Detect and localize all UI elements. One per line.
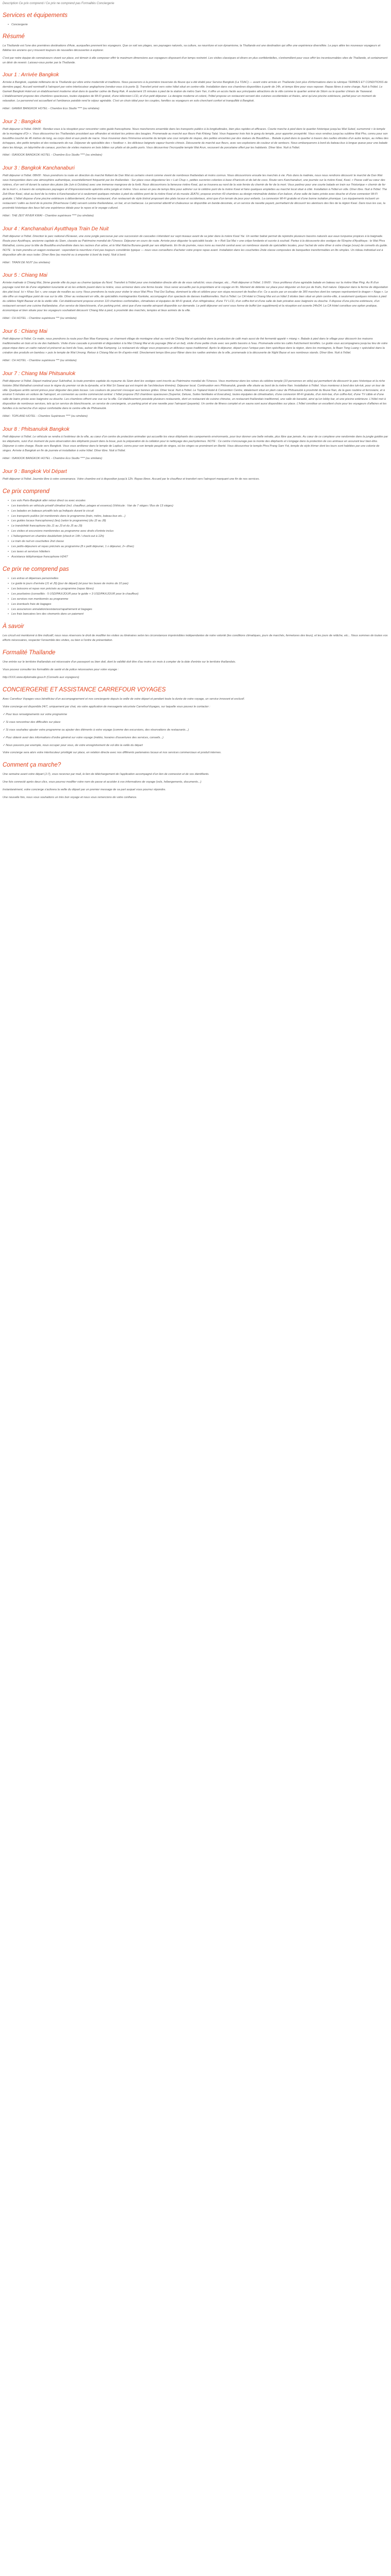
includes-list — [3, 499, 388, 560]
resume-paragraph: C'est par notre équipe de connaisseurs vivant sur place, est témoin à elle composer offrir le maximum dimensions aux voyageurs disposant d'un temps restreint. Les visites classiques et divers en plus confidentielles, s'entremêlent pour vous offrir les incontournables sites de Thaïlande, et certainement un désir de revenir. Laissez-vous porter par la Thaïlande. — [3, 57, 387, 65]
list-item: • Les boissons et repas non précisés au programme (repas libres) — [8, 587, 388, 591]
conciergerie-check-item: ✓ Si vous rencontrez des difficultés sur place — [3, 720, 61, 724]
day-title: Jour 1 : Arrivée Bangkok — [3, 72, 59, 78]
day-hotel: Hôtel : TOPLAND HOTEL - Chambre Supérieure **** (ou similaire) — [3, 415, 88, 418]
asavoir-paragraph: Les circuit est mentionné à titre indicatif, nous nous réservons le droit de modifier les visites ou itinéraires selon les circonstances imprévisibles indépendantes de notre volonté (les conditions climatiques, jours de marchés, fermetures des lieux), et les jours de relâche, etc... Nous sommes de toutes vos efforts nécessaires, respecter l'ensemble des visites, ou bien à l'ordre de présentation. — [3, 634, 388, 642]
list-item: • Le guide le jours d'arrivée (J1 et J9) (jour de départ) (et pour les buses de moins de 10 pax) — [8, 582, 388, 586]
list-item: • Les petits-déjeuners et repas précisés au programme (8 x petit déjeuner, 1 x déjeuner, 2+ dîner) — [8, 545, 388, 549]
day-title: Jour 7 : Chiang Mai Phitsanulok — [3, 370, 76, 377]
excludes-list — [3, 577, 388, 617]
list-item: • Les vols Paris-Bangkok aller retour direct ou avec escales — [8, 499, 388, 503]
day-body: Arrivée à Bangkok, capitale millénaire de la Thaïlande qui vibre entre modernité et traditions. Nous passerons à la première traversée du fleuve qui a été établi pour Service Bangkok (La TDAC) — avant votre arrivée en Thaïlande (voir plus d'informations dans la rubrique TERMES ET CONDITIONS de dernière page). Accueil nominatif à l'aéroport par votre interlocuteur anglophone (rendez-vous à la porte 3). Transfert privé vers votre hôtel situé en centre-ville. Installation dans vos chambres disponibles à partir de 14h, et temps libre pour vous reposer. Repas libres à votre charge. Nuit à l'hôtel. Le Gamek Bangkok Hotel est un établissement moderne situé dans le quartier calme de Bang Rak. À seulement 15 minutes à pied de la station de métro Sam Yan, il offre un accès facile aux principales attractions de la ville comme le quartier animé de Silom ou le quartier chinois de Yaowarat. L'établissement propose des chambres spacieuses, toutes équipées de Wi-Fi gratuit, d'une télévision LCD, et d'un petit déjeuner. La designe moderne et coloré, l'hôtel propose un restaurant servant des cuisines occidentales et thaïes, ainsi qu'une piscine extérieure, parfait pour un moment de relaxation. Le personnel est accueillant et l'ambiance paisible rend le séjour agréable. C'est un choix idéal pour les couples, familles ou voyageurs en solo cherchant confort et tranquillité à Bangkok. — [3, 81, 388, 103]
conciergerie-check-item: ✓ Si vous souhaitez ajouter votre programme ou ajouter des éléments à votre voyage (comme des excursions, des réservations de restaurants...) — [3, 728, 189, 732]
day-title: Jour 8 : Phitsanulok Bangkok — [3, 427, 70, 433]
day-body: Petit déjeuner à l'hôtel. Ce matin, nous prendrons la route pour Ban Mae Kampong, un charmant village de montagne situé au nord de Chiang Mai et spécialisé dans la production de café mais aussi de thé fermenté appelé « miang ». Balade à pied dans le village pour découvrir les maisons traditionnelles en bois et la vie des habitants. Visite d'une cascade à proximité et dégustation à la Mai Chiang Mai et du paysage (Mai et un bel), visite d'une petite chute avec ses petits bassins à l'eau. Promenade entre les cafés fraîchement torréfiés. Le guide vous accompagnera jusqu'au lieu de votre pique-nique dans un cadre naturel et préservé au bord de l'eau, autour de Mae Kampong. Le restaurant du village vous proposera un délicieux repas traditionnel. Après le déjeuner, départ pour l'unique parc bien spécifique dans la région, dans les montagnes, le Baan Tong Luang « spécialisé dans la création des produits en bambou » puis le temple de Wat Umong. Retour à Chiang Mai en fin d'après-midi. Directement temps libre pour flâner dans les ruelles animées de la ville, promenade à la découverte de Night Bazar et ses nombreux stands. Dîner libre. Nuit à l'hôtel. — [3, 337, 388, 354]
day-title: Jour 3 : Bangkok Kanchanaburi — [3, 165, 75, 172]
list-item: • Les balades en bateaux privatifs tels qu'indiqués durant le circuit — [8, 509, 388, 514]
conciergerie-paragraph: Avec Carrefour Voyages vous bénéficiez d'un accompagnement et nos conciergerie depuis la veille de votre départ et pendant toute la durée de votre voyage, un service innovant et exclusif. — [3, 697, 245, 701]
list-item: • Les services non mentionnés au programme — [8, 597, 388, 602]
day-title: Jour 2 : Bangkok — [3, 118, 42, 125]
comment-title: Comment ça marche? — [3, 762, 61, 769]
services-list — [3, 23, 388, 27]
day-title: Jour 5 : Chiang Mai — [3, 273, 47, 279]
page — [0, 0, 391, 808]
day-body: Petit déjeuner à l'hôtel. Direction le parc national d'Erawan, une zone jungle parcourue par une succession de cascades s'étendant sur sept niveaux avant de se jeter dans la rivière Kwaï Yai. Un sentier balisé permet de rejoindre plusieurs bassins naturels aux eaux turquoise propices à la baignade. Route pour Ayutthaya, ancienne capitale du Siam, classée au Patrimoine mondial de l'Unesco. Déjeuner en cours de route. Arrivée pour déguster la spécialité locale : le « Roti Sai Mai » une crêpe fondante et sucrée à souhait. Partez à la découverte des vestiges de l'Empire d'Ayutthaya : le Wat Phra Mahathat, connu pour la tête de Bouddha enchevêtrée dans les racines d'un arbre, et le Wat Ratcha Burana gardé par ses éléphants. En fin de journée, nous irons au marché central avec un nombreux stands de spécialités locales, pour l'achat de votre dîner à votre charge (vous) de conseils du guide. NOTE : le train prendra un wagon-restaurant : cependant la nourriture n'est pas toujours considérée typique — nous vous conseillons d'acheter votre propre repas avant. Installation dans les couchettes 2nde classe composées de banquettes transformables en lits simples. Un rideau individuel est à disposition afin de vous isoler. Dîner libre (au marché ou à emporter à bord du train). Nuit à bord. — [3, 234, 388, 257]
day-hotel: Hôtel : GAMEK BANGKOK HOTEL - Chambre Eco Studio **** (ou similaire) — [3, 107, 100, 110]
day-title: Jour 4 : Kanchanaburi Ayutthaya Train De Nuit — [3, 226, 109, 232]
list-item: • Les extras et dépenses personnelles — [8, 577, 388, 581]
day-body: Petit déjeuner à l'hôtel. 08h00 : Nous prendrons la route en direction du marché flottant de Dan Wat où certains vivent comme vivent de nombreux thaïlandais et moins connus. Nous découvrirons ensuite les marchés à vie. Puis dans la matinée, nous nous rendrons découvrir le marché de Dan Wat sous transportées dans une atmosphère authentique, essentiellement fréquenté par les thaïlandais : Sur place vous dégusterez les « Luk Chup », petites sucreries colorées à base d'haricots et de lait de coco. Route vers Kanchanaburi, une journée sur la rivière Kwaï, Kwaï. « Passe calif au cœur des rizières, d'un vert vif durant la saison des pluies (de Juin à Octobre) avec une immense mangrove de la forêt. Nous découvrirons la fameuse rivière Kwaï, qui se trouvera au nord de la voie ferrée du chemin de fer de la mort. Vous partirez pour une courte balade en train sur l'historique « chemin de fer de la mort », à travers de sompteuses paysages et d'impressionnants aplombs entre jungle et rivière. Vous aurez un peu de temps libre pour admirer sur le célèbre pont de la rivière Kwaï et faire quelques emplettes au marché local situé à côté. Installation à l'hôtel en ville. Dîner libre. Nuit à l'hôtel. The Zeit River Kwaï, situé au bord de la rivière à Kanchanaburi et à seulement quelques minutes à pied du célèbre pont de la rivière Kwaï et du musée JEATH, propose environ 43 chambres au design minimaliste dotées d'un balcon, d'une salle de bains privée avec douche et d'une connexion Wi-Fi gratuite. L'hôtel dispose d'une piscine extérieure à débordement, d'un bar-restaurant, d'un restaurant de style bistrot proposant des plats locaux et occidentaux, ainsi que d'un terrain de jeux pour enfants. La connexion Wi-Fi gratuite et d'une bonne isolation phonique. Les équipements incluent un restaurant / cafés au bord de la piscine (Riverhouse Café) servant cuisine thaïlandaise, un bar, et un barbecue. Le personnel attentif et chaleureux se disponible en bande-dessinée, et un service de navette payant, permettant de découvrir les alentours des îles de la région Kwaï. Dans tous les cas, la proximité historique des lieux fait une expérience idéale pour le repos et le voyage culturel. — [3, 174, 387, 210]
list-item: • Les taxes et services hôteliers — [8, 550, 388, 554]
conciergerie-paragraph: ✓ Nous pouvons par exemple, nous occuper pour vous, de votre enregistrement de vol dès la veille du départ — [3, 743, 143, 747]
day-hotel: Hôtel : THE ZEIT RIVER KWAI - Chambre supérieure **** (ou similaire) — [3, 214, 94, 217]
list-item: • Les transferts en véhicule privatif climatisé (incl. chauffeur, péages et essence) (Véhicule : Van de 7 sièges / Bus de 13 sièges) — [8, 504, 388, 509]
list-item: • L'hébergement en chambre double/twin (check-in 14h / check-out à 12h) — [8, 534, 388, 539]
list-item: • Le trandsfnité francophone (du J1 au J3 et du J5 au J9) — [8, 524, 388, 529]
comment-paragraph: Une nouvelle fois, nous vous souhaitons un très bon voyage et nous vous remercions de votre confiance. — [3, 796, 137, 800]
day-title: Jour 9 : Bangkok Vol Départ — [3, 468, 67, 474]
list-item: • Les transports publics (et mentionnés dans le programme (train, métro, bateau-bus etc...) — [8, 514, 388, 519]
conciergerie-check-item: ✓ Pour tous renseignements sur votre programme — [3, 713, 68, 716]
day-hotel: Hôtel : TRAIN DE NUIT (ou similaire) — [3, 261, 50, 264]
formalites-paragraph: Vous pouvez consulter les formalités de santé et de police nécessaires pour votre voyage : — [3, 668, 119, 672]
day-hotel: Hôtel : ISANOOK BANGKOK HOTEL - Chambre Eco Studio **** (ou similaire) — [3, 456, 102, 460]
day-body: Petit déjeuner à l'hôtel. 09h00 : Rendez-vous à la réception pour rencontrer votre guide francophone. Nous marcherons ensemble dans les transports publics à la longitudinales, bien plus rapides et efficaces. Courte marche à pied dans le quartier historique jusqu'au Wat Suted, surnommé « le temple de la montagne d'Or ». Vous découvrirez les Thaïlandais procédant aux offrandes et récitant les prières des bougies. Promenade au marché aux fleurs Pak Khlong Talat. Vous frapperez trois fois le gong du temple, pour apporter prospérité. Vous vous rendrez jusqu'au sublime Wat Pho, connu pour son bouddha couché de 46 mètres de long, au corps doré et aux pieds de nacre. Vous trouverez dans l'immense enceinte du temple une cour remplie de stupas, des petites enceintes par des statues de Bouddhas... Balade à pied dans le quartier à travers des ruelles étroites d'un autre temps, au milieu des échoppes, des petits temples et des restaurants de rue. Déjeuner de spécialités des « foodtour ». les délicieux beignets vapeur fourrés chinois. Découverte du marché aux fleurs, avec ses explosions de couleur et de senteurs. Nous embarquerons à bord du bateau-bus à longue queue pour une balade dans les klongs, un labyrinthe de canaux, porches de visites maisons en bois bâties sur pilotis et de petits ports. Vous découvrirez l'incroyable temple Wat Arun, recouvert de porcelaine offert par les habitants. Dîner libre. Nuit à l'hôtel. — [3, 127, 388, 149]
resume-title: Résumé — [3, 33, 25, 40]
day-title: Jour 6 : Chiang Mai — [3, 328, 47, 334]
list-item: • Les éventuels frais de bagages — [8, 602, 388, 607]
formalites-link[interactable]: http://XXX.www.diplomatie.gouv.fr (Conseils aux voyageurs) — [3, 676, 79, 680]
list-item: • Assistance téléphonique francophone H24/7 — [8, 555, 388, 560]
includes-title: Ce prix comprend — [3, 488, 50, 495]
services-title: Services et équipements — [3, 12, 68, 19]
conciergerie-paragraph: Votre concierge est disponible 24/7, uniquement par chat, via votre application de messagerie sécurisée CarrefourVoyages, sur laquelle vous pouvez le contacter : — [3, 705, 210, 708]
comment-paragraph: Une fois connecté après deux clics, vous pourrez modifier votre nom de passe et accéder à vos informations de voyage (vols, hébergements, documents...) — [3, 781, 202, 784]
list-item: • Les visites et excursions mentionnées au programme avec droits d'entrée inclus — [8, 529, 388, 534]
asavoir-title: À savoir — [3, 623, 24, 630]
conciergerie-paragraph: Votre concierge sera alors votre interlocuteur privilégié sur place, en relation directe avec nos différents partenaires locaux et nos services commerciaux et produit internes. — [3, 751, 222, 755]
itinerary — [3, 72, 388, 482]
resume-paragraph: La Thaïlande est l'une des premières destinations d'Asie, auxquelles prennent les voyageurs. Que ce soit ses plages, ses paysages naturels, sa culture, sa nourriture et son dynamisme, la Thaïlande est une destination qui offre une expérience diversifiée. Le pays attire les nouveaux voyageurs et fidélise les anciens qui y trouvent toujours de nouvelles découvertes à explorer. — [3, 44, 381, 53]
list-item: • Les frais bancaires lors des virements dans un paiement — [8, 612, 388, 617]
day-hotel: Hôtel : CH HOTEL - Chambre supérieure *** (ou similaire) — [3, 359, 77, 362]
formalites-paragraph: Une entrée sur le territoire thaïlandais est nécessaire d'un passeport ou bien doit, dont la validité doit être d'au moins six mois à compter de la date d'entrée sur le territoire thaïlandais. — [3, 660, 236, 664]
conciergerie-title: CONCIERGERIE ET ASSISTANCE CARREFOUR VOYAGES — [3, 686, 166, 693]
day-hotel: Hôtel : CH HOTEL - Chambre supérieure *** (ou similaire) — [3, 317, 77, 320]
day-body: Petit déjeuner à l'hôtel. Départ matinal pour Sukhothaï, la toute première capitale du royaume du Siam dont les vestiges sont inscrits au Patrimoine mondial de l'Unesco. Vous montrerez dans les ruines du célèbre temple (10 personnes en vélo) qui permettent de découvrir le parc historique et la riche histoire (Wat Mahathat construit sous le règne du premier roi de la dynastie, et le Wat Sri Sawai qui est inspiré de l'architecture khmère). Déjeuner local. Continuation vers Phitsanulok, grande ville située au bord de la rivière Nan. Installation à l'hôtel. Vous monterez à bord des tuk-tuk, pour un tour de ville. Quelques arrêts seront prévus pour déguster des plats locaux. Les couleurs de pourront s'essayer aux bonnes grilles. Dîner local. Nuit à l'hôtel. Le Topland Hotel & Convention Centre, idéalement situé en plein cœur de Phitsanulok à proximité du fleuve Nan, de la gare routière et ferroviaire, et à environ 5 minutes en voiture de l'aéroport, en connexion au centre commercial central. L'hôtel propose 252 chambres spacieuses (Superior, Deluxe, Suites familiales et Executive), toutes équipées de climatisation, d'une connexion Wi-Fi gratuite, d'un mini-bar, d'un coffre-fort, d'une TV câble et d'une salle de bains privée avec baignoire ou douche. Les chambres offrent une vue sur la ville. Cet établissement possède plusieurs restaurants, dont un restaurant de cuisine chinoise, un restaurant thaïlandais traditionnel, une salle de karaoké, ainsi qu'un lobby bar, et une piscine extérieure. L'hôtel met à disposition de nombreux services, tels qu'un service de blanchisserie, un service de conciergerie, un parking privé et une navette pour l'aéroport (payante). Un centre de fitness complet et un sauna sont aussi disponibles sur place. L'hôtel constitue un excellent choix pour les voyageurs d'affaires et les familles à la recherche d'un séjour confortable dans le centre-ville de Phitsanulok. — [3, 379, 387, 411]
formalites-title: Formalité Thaïlande — [3, 650, 56, 656]
excludes-title: Ce prix ne comprend pas — [3, 566, 69, 572]
day-hotel: Hôtel : ISANOOK BANGKOK HOTEL - Chambre Eco Studio **** (ou similaire) — [3, 154, 102, 157]
breadcrumb: Description Ce prix comprend / Ce prix ne comprend pas Formalités Conciergerie — [3, 2, 115, 5]
comment-paragraph: Une semaine avant votre départ (J-7), vous recevrez par mail, le lien de téléchargement de l'application accompagné d'un lien de connexion et de vos identifiants. — [3, 773, 209, 776]
list-item: • Les guides locaux francophones) (les) (selon le programme) (du J2 au J8) — [8, 519, 388, 523]
list-item: • Conciergerie — [8, 23, 388, 27]
day-body: Arrivée matinale à Chiang Mai, 2ème grande ville du pays au charme typique du Nord. Transfert à l'hôtel pour une installation directe afin de de vous rafraîchir, vous changer, etc... Petit déjeuner à l'hôtel. 1:0h00 : Vous profiterez d'une agréable balade en bateau sur la rivière Mae Ping. Au fil d'un paysage rural tiré de d'une végétation luxuriante et où les enfants jouent dans la rivière, vous arriverez dans une ferme locale. Vous serez accueillis par la propriétaire et le voyage en fin. Moment de détente sur place pour déguster un bon jus de fruits, fruit nature. Déjeuner dans la ferme de dégustation des plat local. Ici « Khao Soi », une soupe de nouilles au curry. Nous prendrons la route pour visiter le vieux Wat Phra That Doi Suthep, dominant la ville et célèbre pour son stupa recouvert de feuilles d'or. Ce a accès par un escalier de 300 marches dont les rampes représentent le dragon « Naga ». Le site offre un magnifique point de vue sur la ville. Dîner au restaurant en ville, de spécialités montagnardes Kantoke, accompagné d'un spectacle de danses traditionnelles. Nuit à l'hôtel. Le CA Hotel à Chiang Mai est un hôtel 3 étoiles bien situé en plein centre-ville, à seulement quelques minutes à pied du célèbre Night Bazaar et de la vieille ville. Cet établissement propose environ 110 chambres confortables, climatisées et équipées de Wi-Fi gratuit, d'un réfrigérateur, d'une TV LCD, d'un coffre-fort et d'une salle de bain privative avec baignoire ou douche. Il dispose d'une piscine extérieure, d'un restaurant servant une cuisine thaïlandaise, d'un service de blanchisserie, d'un parking privé, ainsi que d'une navette aéroport disponible sur demande. Le petit déjeuner est servi sous forme de buffet (en supplément) et la réception est ouverte 24h/24. La CA Hotel constitue une option pratique, économique et bien située pour les voyageurs souhaitant découvrir Chiang Mai à pied, à proximité des marchés, temples et lieux animés de la ville. — [3, 281, 388, 313]
conciergerie-check-item: ✓ Pour obtenir avoir des informations d'ordre général sur votre voyage (météo, horaires d'ouvertures des services, conseils...) — [3, 736, 164, 739]
list-item: • Les assurances annulation/assistance/rapatriement et bagages — [8, 607, 388, 612]
day-body: Petit déjeuner à l'hôtel. Journée libre à votre convenance. Votre chambre est à disposition jusqu'à 12h. Repas libres. Accueil par le chauffeur et transfert vers l'aéroport marquant une fin de nos services. — [3, 477, 260, 481]
comment-paragraph: Instantanément, votre concierge s'activera la veille du départ par un premier message de sa part auquel vous pourrez répondre. — [3, 788, 166, 792]
list-item: • Les pourboires (conseillés : 5 USD/PAX/JOUR pour le guide + 3 USD/PAX/JOUR pour le chauffeur) — [8, 592, 388, 597]
day-body: Petit déjeuner à l'hôtel. Le véhicule se rendra à l'extérieur de la ville, au cœur d'un centre de protection animalier qui accueille les vieux éléphants des campements environnants, pour leur donner une belle retraite, plus libre que jamais. Au cœur de ce complexe une randonnée dans la jungle guidée par les éléphants, suivi d'un moment de pure observation des éléphants jouant dans la boue, puis la préparation de la collation pour le nettoyage des pachydermes. NOTE : Ce centre n'encourage pas la monte des éléphants et s'engage dans la protection de ces animaux en assurant leur bien-être. Déjeuner à votre charge. Route vers Bangkok. Vous vous arrêterez dans le temple de Lopburi, connu pour son temple peuplé de singes, où les singes se promènent en liberté. Vous découvrirez le temple Phra Prang Sam Yot, temple de style khmer dont les tours sont habitées par une colonie de singes. Arrivée à Bangkok en fin de journée et installation à votre hôtel. Dîner libre. Nuit à l'hôtel. — [3, 435, 388, 452]
list-item: • Le train de nuit en couchettes 2nd classe — [8, 539, 388, 544]
